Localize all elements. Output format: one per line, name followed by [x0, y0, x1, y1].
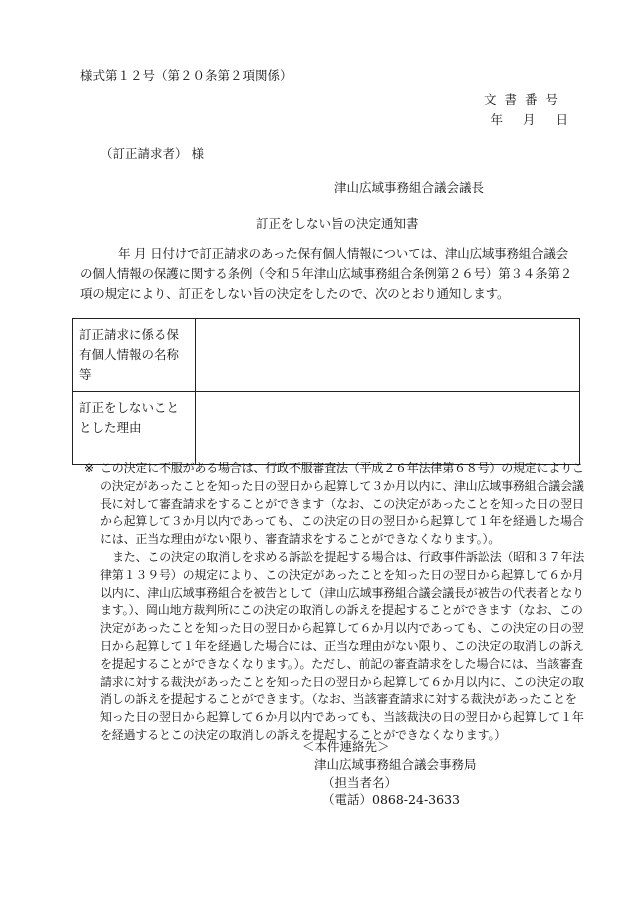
row1-value — [196, 319, 580, 392]
table-row — [73, 392, 580, 465]
contact-phone: （電話）0868-24-3633 — [322, 792, 460, 808]
contact-person: （担当者名） — [322, 774, 398, 790]
recipient: （訂正請求者） 様 — [100, 146, 204, 161]
document-number-label: 文書番号 — [483, 92, 566, 107]
notes — [84, 460, 584, 745]
row2-label: 訂正をしないこととした理由 — [73, 392, 196, 465]
note-mark: ※ — [84, 461, 94, 475]
row2-value — [196, 392, 580, 465]
document-title: 訂正をしない旨の決定通知書 — [256, 216, 419, 231]
contact-header: ＜本件連絡先＞ — [302, 739, 390, 754]
table-row — [73, 319, 580, 392]
document-date-label: 年 月 日 — [490, 112, 568, 127]
intro-paragraph: 年 月 日付けで訂正請求のあった保有個人情報については、津山広域事務組合議会の個人情報の保護に関する条例（令和５年津山広域事務組合条例第２６号）第３４条第２項の規定により、訂正をしない旨の決定をしたので、次のとおり通知します。 — [80, 246, 573, 301]
contact-block — [302, 738, 477, 809]
form-number: 様式第１２号（第２０条第２項関係） — [80, 68, 293, 83]
sender: 津山広域事務組合議会議長 — [334, 180, 485, 195]
row1-label: 訂正請求に係る保有個人情報の名称等 — [73, 319, 196, 392]
note-2: また、この決定の取消しを求める訴訟を提起する場合は、行政事件訴訟法（昭和３７年法律第１３９号）の規定により、この決定があったことを知った日の翌日から起算して６か月以内に、津山広域事務組合を被告として（津山広域事務組合議会議長が被告の代表者となります。）、岡山地方裁判所にこの決定の取消しの訴えを提起することができます（なお、この決定があったことを知った日の翌日から起算して６か月以内であっても、この決定の日の翌日から起算して１年を経過した場合には、正当な理由がない限り、この決定の取消しの訴えを提起することができなくなります。）。ただし、前記の審査請求をした場合には、当該審査請求に対する裁決があったことを知った日の翌日から起算して６か月以内に、この決定の取消しの訴えを提起することができます。（なお、当該審査請求に対する裁決があったことを知った日の翌日から起算して６か月以内であっても、当該裁決の日の翌日から起算して１年を経過するとこの決定の取消しの訴えを提起することができなくなります。） — [100, 549, 585, 742]
contact-office: 津山広域事務組合議会事務局 — [314, 756, 477, 772]
note-1-text: この決定に不服がある場合は、行政不服審査法（平成２６年法律第６８号）の規定によりこの決定があったことを知った日の翌日から起算して３か月以内に、津山広域事務組合議会議長に対して審査請求をすることができます（なお、この決定があったことを知った日の翌日から起算して３か月以内であっても、この決定の日の翌日から起算して１年を経過した場合には、正当な理由がない限り、審査請求をすることができなくなります。）。 — [100, 461, 584, 547]
note-1 — [84, 460, 584, 549]
info-table — [72, 318, 580, 465]
